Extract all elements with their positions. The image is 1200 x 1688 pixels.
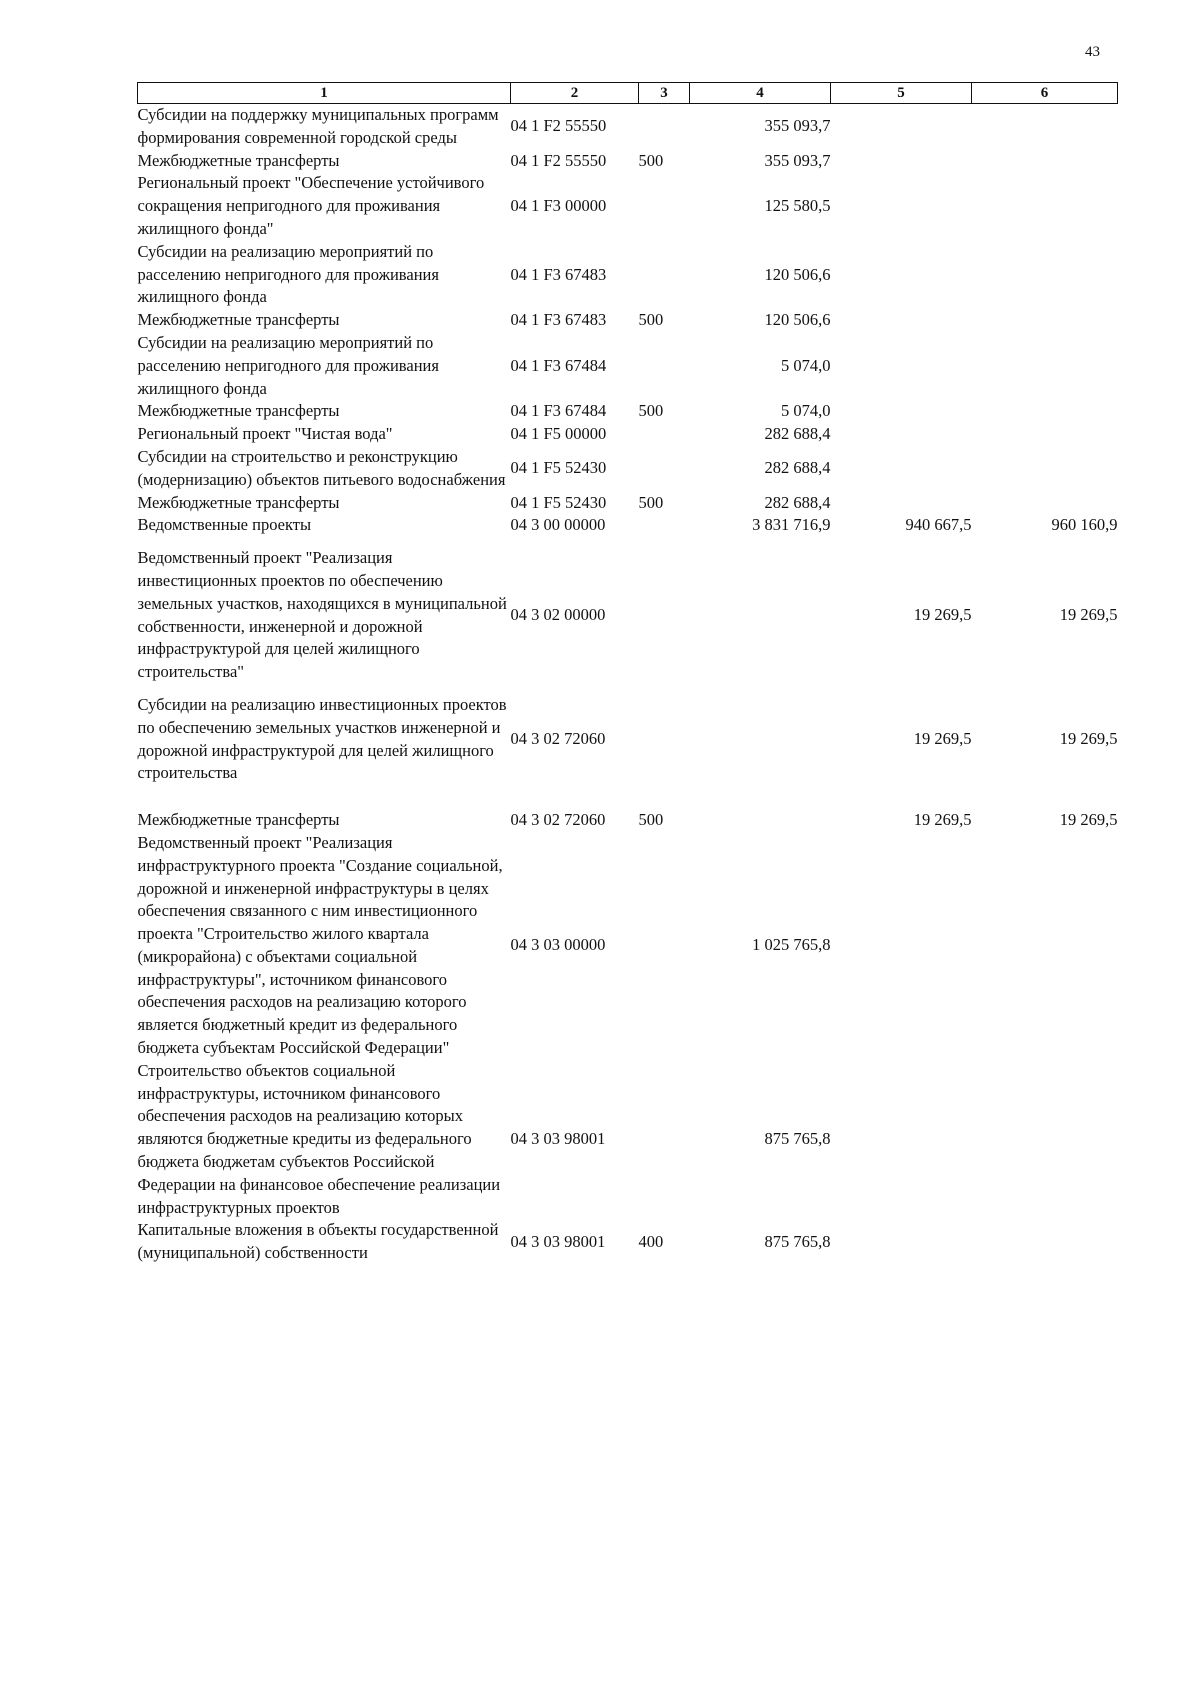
cell-value-4: 875 765,8 bbox=[764, 1129, 831, 1149]
cell-name: Субсидии на поддержку муниципальных программ формирования современной городской среды bbox=[137, 105, 499, 147]
cell-value-4: 1 025 765,8 bbox=[752, 935, 831, 955]
cell-code: 04 1 F2 55550 bbox=[510, 116, 607, 136]
cell-value-4: 5 074,0 bbox=[781, 401, 831, 421]
cell-value-5 bbox=[831, 1219, 972, 1265]
table-row bbox=[138, 172, 1118, 240]
budget-table bbox=[137, 82, 1118, 1265]
table-row bbox=[138, 514, 1118, 547]
cell-name: Межбюджетные трансферты bbox=[137, 150, 340, 170]
cell-code: 04 3 03 98001 bbox=[510, 1231, 606, 1251]
cell-value-5: 19 269,5 bbox=[913, 810, 972, 830]
cell-value-5 bbox=[831, 150, 972, 173]
cell-value-6 bbox=[972, 332, 1118, 400]
cell-value-5: 940 667,5 bbox=[905, 515, 972, 535]
cell-name: Межбюджетные трансферты bbox=[137, 810, 340, 830]
cell-value-6 bbox=[972, 400, 1118, 423]
cell-type: 500 bbox=[638, 810, 664, 830]
cell-name: Региональный проект "Обеспечение устойчивого сокращения непригодного для проживания жилищного фонда" bbox=[137, 173, 485, 238]
cell-value-4: 125 580,5 bbox=[764, 196, 831, 216]
cell-type bbox=[639, 832, 690, 1060]
table-row bbox=[138, 150, 1118, 173]
cell-code: 04 3 02 00000 bbox=[510, 605, 606, 625]
cell-name: Субсидии на реализацию инвестиционных проектов по обеспечению земельных участков инженерной и дорожной инфраструктурой для целей жилищного строительства bbox=[137, 694, 507, 783]
cell-value-4: 282 688,4 bbox=[764, 492, 831, 512]
cell-value-4: 355 093,7 bbox=[764, 116, 831, 136]
cell-code: 04 1 F5 00000 bbox=[510, 424, 607, 444]
cell-value-6 bbox=[972, 1060, 1118, 1220]
cell-code: 04 1 F3 67484 bbox=[510, 401, 607, 421]
table-row bbox=[138, 809, 1118, 832]
cell-code: 04 1 F3 67483 bbox=[510, 264, 607, 284]
cell-code: 04 3 02 72060 bbox=[510, 810, 606, 830]
cell-value-5 bbox=[831, 1060, 972, 1220]
cell-name: Региональный проект "Чистая вода" bbox=[137, 424, 393, 444]
cell-value-6 bbox=[972, 172, 1118, 240]
cell-type bbox=[639, 547, 690, 694]
cell-value-5 bbox=[831, 104, 972, 150]
page-number: 43 bbox=[1085, 44, 1100, 60]
cell-type: 400 bbox=[638, 1231, 664, 1251]
header-col-2: 2 bbox=[511, 83, 639, 104]
cell-type bbox=[639, 514, 690, 547]
cell-value-5: 19 269,5 bbox=[913, 729, 972, 749]
cell-name: Капитальные вложения в объекты государственной (муниципальной) собственности bbox=[137, 1220, 499, 1263]
cell-value-4: 282 688,4 bbox=[764, 424, 831, 444]
cell-value-4 bbox=[690, 694, 831, 809]
cell-type bbox=[639, 241, 690, 309]
cell-name: Субсидии на реализацию мероприятий по расселению непригодного для проживания жилищного фонда bbox=[137, 332, 439, 398]
cell-name: Межбюджетные трансферты bbox=[137, 492, 340, 512]
cell-code: 04 1 F3 00000 bbox=[510, 196, 607, 216]
cell-name: Межбюджетные трансферты bbox=[137, 401, 340, 421]
cell-code: 04 1 F3 67483 bbox=[510, 310, 607, 330]
cell-type bbox=[639, 446, 690, 492]
table-row bbox=[138, 1060, 1118, 1220]
cell-code: 04 3 03 00000 bbox=[510, 935, 606, 955]
cell-value-6 bbox=[972, 150, 1118, 173]
cell-value-4: 875 765,8 bbox=[764, 1231, 831, 1251]
cell-value-5 bbox=[831, 832, 972, 1060]
cell-code: 04 1 F2 55550 bbox=[510, 150, 607, 170]
table-row bbox=[138, 423, 1118, 446]
cell-type bbox=[639, 694, 690, 809]
cell-name: Субсидии на строительство и реконструкцию (модернизацию) объектов питьевого водоснабжения bbox=[137, 446, 506, 489]
table-row bbox=[138, 1219, 1118, 1265]
cell-code: 04 3 03 98001 bbox=[510, 1129, 606, 1149]
cell-type: 500 bbox=[638, 150, 664, 170]
header-col-6: 6 bbox=[972, 83, 1118, 104]
cell-value-4: 120 506,6 bbox=[764, 264, 831, 284]
cell-value-5 bbox=[831, 423, 972, 446]
cell-value-4 bbox=[690, 809, 831, 832]
cell-type: 500 bbox=[638, 310, 664, 330]
cell-type bbox=[639, 332, 690, 400]
table-row bbox=[138, 832, 1118, 1060]
cell-value-4: 5 074,0 bbox=[781, 355, 831, 375]
table-row bbox=[138, 694, 1118, 809]
cell-value-5 bbox=[831, 172, 972, 240]
cell-type: 500 bbox=[638, 492, 664, 512]
cell-value-6 bbox=[972, 1219, 1118, 1265]
cell-value-4: 282 688,4 bbox=[764, 458, 831, 478]
table-row bbox=[138, 309, 1118, 332]
cell-value-5: 19 269,5 bbox=[913, 605, 972, 625]
cell-name: Ведомственный проект "Реализация инфраструктурного проекта "Создание социальной, дорожной и инженерной инфраструктуры в целях обеспечения связанного с ним инвестиционного проекта "Строительство жилого квартала (микрорайона) с объектами социальной инфраструктуры", источником финансового обеспечения расходов на реализацию которого является бюджетный кредит из федерального бюджета субъектам Российской Федерации" bbox=[137, 832, 503, 1058]
header-col-5: 5 bbox=[831, 83, 972, 104]
cell-value-6: 19 269,5 bbox=[1059, 605, 1118, 625]
cell-name: Ведомственные проекты bbox=[137, 515, 312, 535]
cell-value-5 bbox=[831, 492, 972, 515]
cell-value-4: 120 506,6 bbox=[764, 310, 831, 330]
cell-name: Строительство объектов социальной инфраструктуры, источником финансового обеспечения расходов на реализацию которых являются бюджетные кредиты из федерального бюджета бюджетам субъектов Российской Федерации на финансовое обеспечение реализации инфраструктурных проектов bbox=[137, 1060, 501, 1217]
table-row bbox=[138, 400, 1118, 423]
header-col-1: 1 bbox=[138, 83, 511, 104]
table-row bbox=[138, 332, 1118, 400]
cell-value-6 bbox=[972, 241, 1118, 309]
cell-value-6: 19 269,5 bbox=[1059, 810, 1118, 830]
cell-value-4: 3 831 716,9 bbox=[752, 515, 831, 535]
cell-value-6 bbox=[972, 104, 1118, 150]
cell-code: 04 1 F5 52430 bbox=[510, 458, 607, 478]
cell-value-4: 355 093,7 bbox=[764, 150, 831, 170]
cell-value-6: 960 160,9 bbox=[1051, 515, 1118, 535]
table-row bbox=[138, 241, 1118, 309]
table-row bbox=[138, 547, 1118, 694]
cell-value-6 bbox=[972, 492, 1118, 515]
cell-type bbox=[639, 423, 690, 446]
cell-value-5 bbox=[831, 400, 972, 423]
cell-value-6 bbox=[972, 423, 1118, 446]
header-row bbox=[138, 83, 1118, 104]
cell-code: 04 3 02 72060 bbox=[510, 729, 606, 749]
cell-value-6 bbox=[972, 309, 1118, 332]
cell-type bbox=[639, 1060, 690, 1220]
cell-value-4 bbox=[690, 547, 831, 694]
cell-value-6 bbox=[972, 446, 1118, 492]
header-col-4: 4 bbox=[690, 83, 831, 104]
cell-name: Субсидии на реализацию мероприятий по расселению непригодного для проживания жилищного фонда bbox=[137, 241, 439, 307]
cell-value-6: 19 269,5 bbox=[1059, 729, 1118, 749]
cell-value-5 bbox=[831, 241, 972, 309]
cell-type bbox=[639, 172, 690, 240]
cell-value-5 bbox=[831, 309, 972, 332]
cell-code: 04 3 00 00000 bbox=[510, 515, 606, 535]
cell-name: Ведомственный проект "Реализация инвестиционных проектов по обеспечению земельных участков, находящихся в муниципальной собственности, инженерной и дорожной инфраструктурой для целей жилищного строительства" bbox=[137, 548, 507, 682]
cell-type bbox=[639, 104, 690, 150]
cell-name: Межбюджетные трансферты bbox=[137, 310, 340, 330]
cell-value-5 bbox=[831, 332, 972, 400]
cell-value-5 bbox=[831, 446, 972, 492]
table-row bbox=[138, 104, 1118, 150]
cell-code: 04 1 F3 67484 bbox=[510, 355, 607, 375]
cell-code: 04 1 F5 52430 bbox=[510, 492, 607, 512]
header-col-3: 3 bbox=[639, 83, 690, 104]
cell-value-6 bbox=[972, 832, 1118, 1060]
table-row bbox=[138, 492, 1118, 515]
table-row bbox=[138, 446, 1118, 492]
cell-type: 500 bbox=[638, 401, 664, 421]
